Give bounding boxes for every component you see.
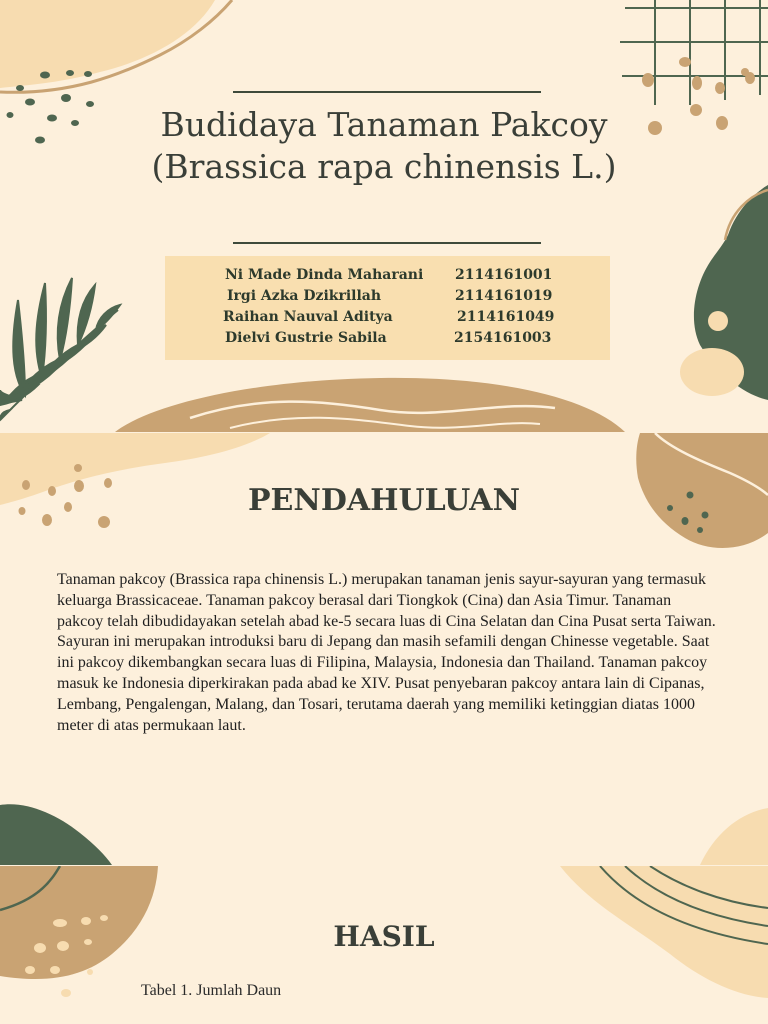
presentation-title: Budidaya Tanaman Pakcoy (Brassica rapa chinensis L.)	[151, 105, 617, 186]
author-nim: 2114161049	[457, 309, 555, 325]
results-heading: HASIL	[333, 920, 435, 953]
title-slide-decoration	[0, 0, 768, 432]
introduction-slide	[0, 433, 768, 865]
title-top-rule	[233, 91, 541, 93]
table-caption: Tabel 1. Jumlah Daun	[141, 982, 282, 999]
title-slide	[0, 0, 768, 432]
author-row	[165, 309, 610, 329]
author-nim: 2114161019	[455, 288, 553, 304]
author-row	[165, 330, 610, 350]
title-bottom-rule	[233, 242, 541, 244]
author-nim: 2154161003	[454, 330, 552, 346]
author-row	[165, 288, 610, 308]
author-name: Irgi Azka Dzikrillah	[227, 288, 382, 304]
author-name: Ni Made Dinda Maharani	[225, 267, 424, 283]
introduction-heading: PENDAHULUAN	[247, 483, 521, 518]
author-list	[165, 256, 610, 360]
author-name: Raihan Nauval Aditya	[223, 309, 393, 325]
results-slide	[0, 866, 768, 1024]
author-nim: 2114161001	[455, 267, 553, 283]
author-row	[165, 267, 610, 287]
introduction-body: Tanaman pakcoy (Brassica rapa chinensis L.) merupakan tanaman jenis sayur-sayuran yang termasuk keluarga Brassicaceae. Tanaman pakcoy berasal dari Tiongkok (Cina) dan Asia Timur. Tanaman pakcoy telah dibudidayakan setelah abad ke-5 secara luas di Cina Selatan dan Cina Pusat serta Taiwan. Sayuran ini merupakan introduksi baru di Jepang dan masih sefamili dengan Chinesse vegetable. Saat ini pakcoy dikembangkan secara luas di Filipina, Malaysia, Indonesia dan Thailand. Tanaman pakcoy masuk ke Indonesia diperkirakan pada abad ke XIV. Pusat penyebaran pakcoy antara lain di Cipanas, Lembang, Pengalengan, Malang, dan Tosari, terutama daerah yang memiliki ketinggian diatas 1000 meter di atas permukaan laut.	[57, 571, 716, 734]
author-name: Dielvi Gustrie Sabila	[225, 330, 387, 346]
